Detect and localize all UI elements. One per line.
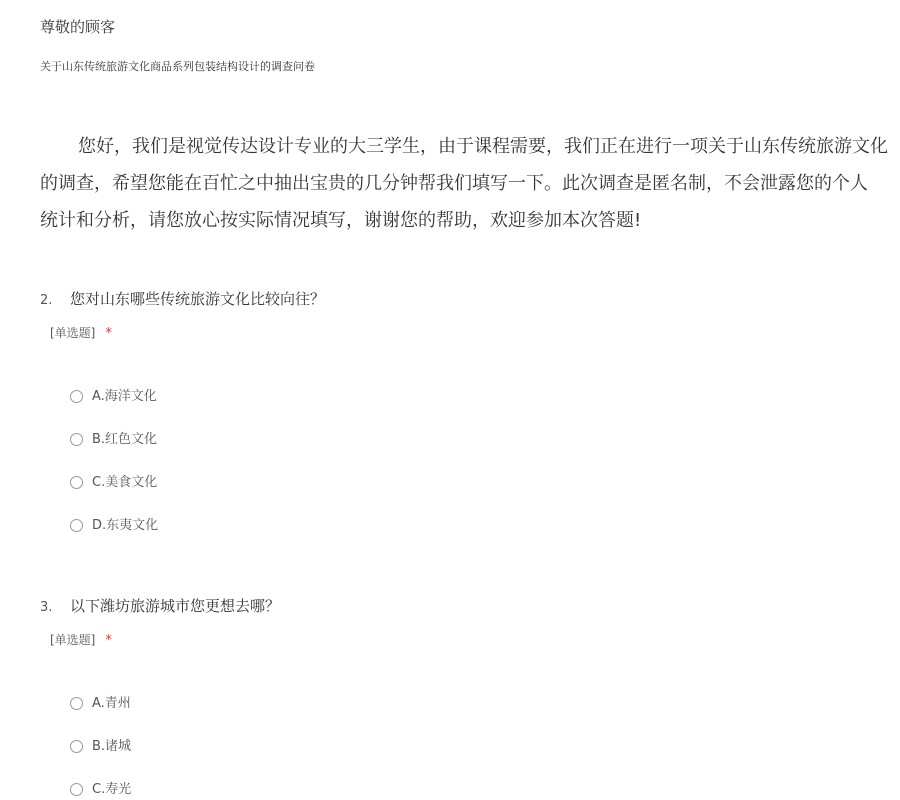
option-label[interactable]: C.美食文化	[92, 475, 158, 490]
option-label[interactable]: B.诸城	[92, 739, 132, 754]
radio-unchecked-icon[interactable]	[70, 697, 83, 710]
radio-unchecked-icon[interactable]	[70, 390, 83, 403]
question-3	[40, 595, 900, 800]
survey-title: 关于山东传统旅游文化商品系列包装结构设计的调查问卷	[40, 60, 315, 73]
radio-unchecked-icon[interactable]	[70, 740, 83, 753]
question-type	[50, 324, 900, 342]
question-type-label: [单选题]	[50, 326, 96, 340]
option-d[interactable]	[70, 517, 900, 560]
question-2	[40, 288, 900, 560]
question-heading	[40, 595, 900, 617]
option-label[interactable]: B.红色文化	[92, 432, 158, 447]
option-b[interactable]	[70, 738, 900, 781]
options-list	[70, 388, 900, 560]
greeting-text: 尊敬的顾客	[40, 18, 116, 36]
radio-unchecked-icon[interactable]	[70, 433, 83, 446]
question-type-label: [单选题]	[50, 633, 96, 647]
required-mark: *	[105, 326, 112, 341]
option-a[interactable]	[70, 388, 900, 431]
option-label[interactable]: A.青州	[92, 696, 131, 711]
option-a[interactable]	[70, 695, 900, 738]
option-label[interactable]: A.海洋文化	[92, 389, 157, 404]
required-mark: *	[105, 633, 112, 648]
question-text: 以下潍坊旅游城市您更想去哪？	[70, 597, 281, 615]
option-c[interactable]	[70, 474, 900, 517]
intro-line-2: 的调查，希望您能在百忙之中抽出宝贵的几分钟帮我们填写一下。此次调查是匿名制，不会泄露您的个人	[40, 173, 868, 194]
option-label[interactable]: C.寿光	[92, 782, 132, 797]
question-heading	[40, 288, 900, 310]
radio-unchecked-icon[interactable]	[70, 783, 83, 796]
option-c[interactable]	[70, 781, 900, 800]
question-number: 2.	[40, 293, 53, 308]
question-number: 3.	[40, 600, 53, 615]
intro-line-3: 统计和分析，请您放心按实际情况填写，谢谢您的帮助，欢迎参加本次答题!	[40, 210, 642, 231]
radio-unchecked-icon[interactable]	[70, 519, 83, 532]
option-label[interactable]: D.东夷文化	[92, 518, 159, 533]
options-list	[70, 695, 900, 800]
radio-unchecked-icon[interactable]	[70, 476, 83, 489]
question-text: 您对山东哪些传统旅游文化比较向往？	[70, 290, 326, 308]
intro-paragraph	[40, 128, 900, 239]
question-type	[50, 631, 900, 649]
intro-line-1: 您好，我们是视觉传达设计专业的大三学生，由于课程需要，我们正在进行一项关于山东传统旅游文化	[78, 136, 888, 157]
option-b[interactable]	[70, 431, 900, 474]
